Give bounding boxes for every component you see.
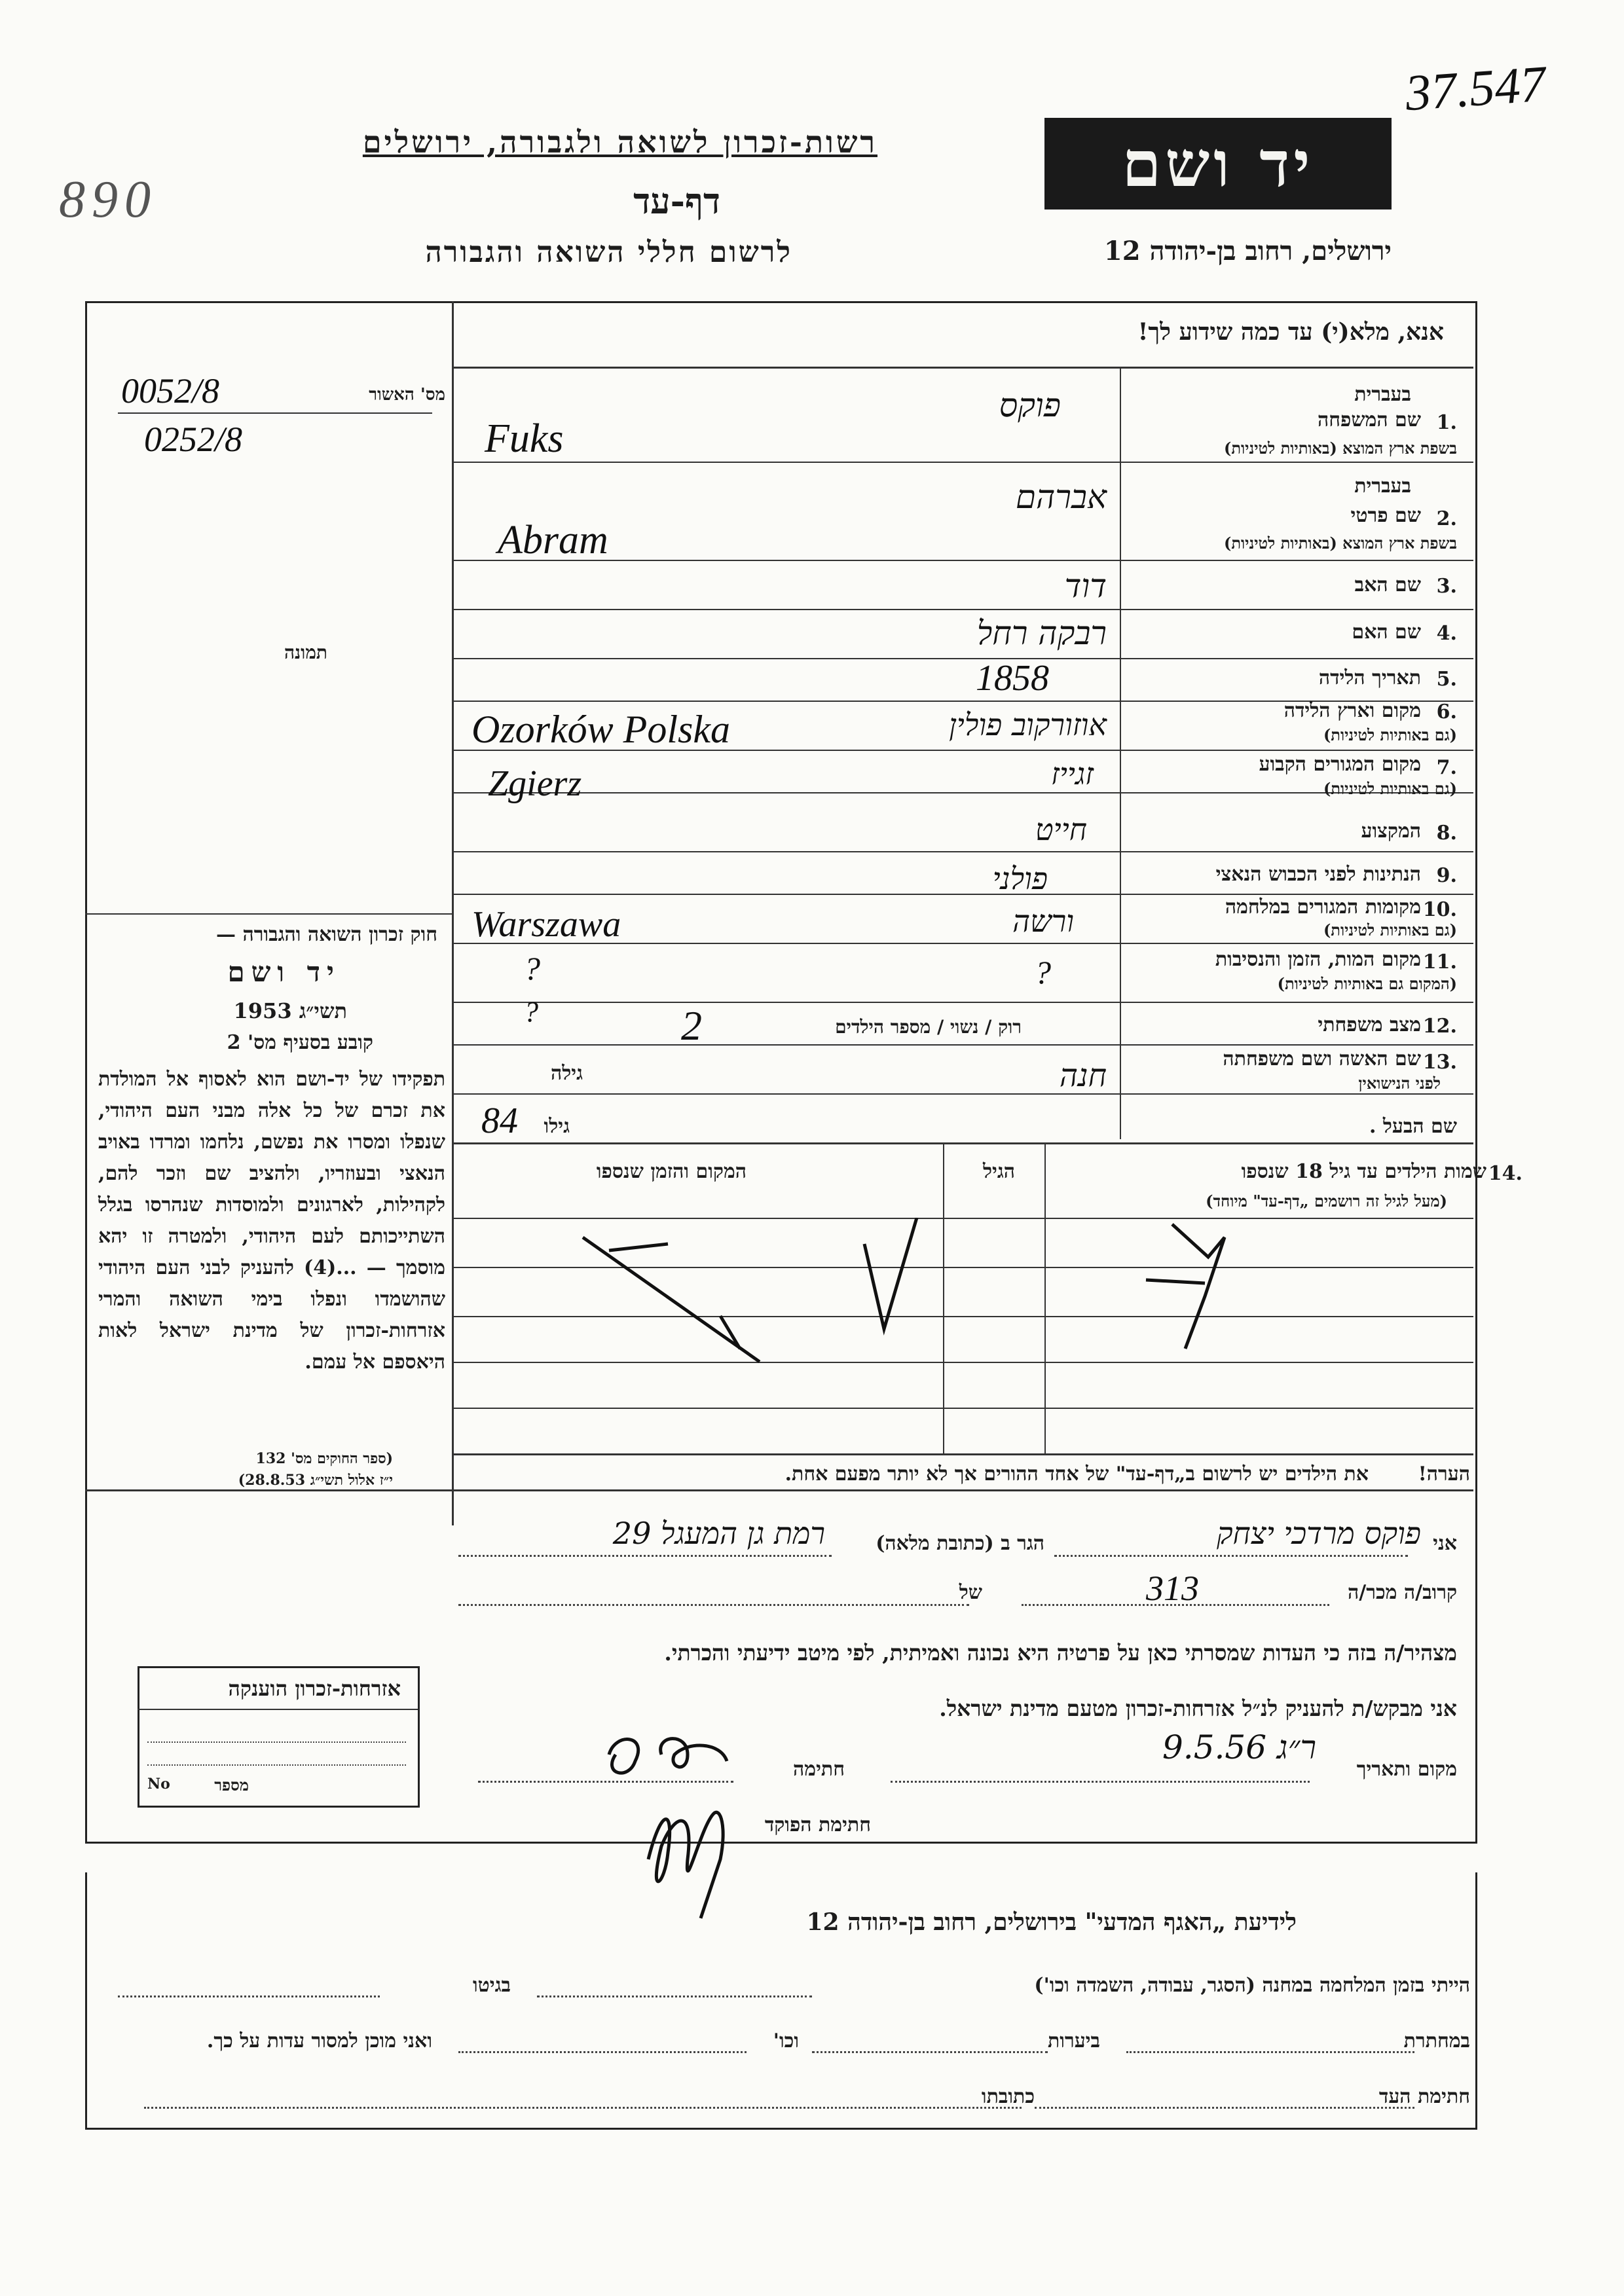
footer-frame xyxy=(85,1872,1477,2130)
field-9-num: 9. xyxy=(1436,864,1457,887)
row-divider xyxy=(452,658,1473,659)
children-sub: (מעל לגיל זה רושמים „דף-עד" מיוחד) xyxy=(1206,1192,1447,1211)
footer-underground: במחתרת xyxy=(1403,2030,1470,2052)
photo-label: תמונה xyxy=(284,642,327,663)
place-date-label: מקום ותאריך xyxy=(1356,1758,1457,1781)
declarant-address-label: הגר ב (כתובת מלאה) xyxy=(876,1532,1044,1555)
row-divider xyxy=(452,792,1473,793)
law-title: חוק זכרון השואה והגבורה — xyxy=(216,923,437,946)
footer-camp-line: הייתי בזמן המלחמה במחנה (הסגר, עבודה, השמדה וכו') xyxy=(1034,1974,1470,1997)
strike-mark-place xyxy=(583,1237,760,1362)
form-subtitle: לרשום חללי השואה והגבורה xyxy=(425,236,792,269)
husband-age-value[interactable]: 84 xyxy=(481,1101,518,1141)
field-7-value-latin[interactable]: Zgierz xyxy=(488,763,582,804)
field-7-num: 7. xyxy=(1436,756,1457,779)
field-2-sub-latin: בשפת ארץ המוצא (באותיות לטיניות) xyxy=(1224,534,1457,553)
field-5-value[interactable]: 1858 xyxy=(976,658,1049,699)
field-6-label: מקום וארץ הלידה xyxy=(1283,699,1421,722)
field-4-num: 4. xyxy=(1436,622,1457,645)
officer-signature-label: חתימת הפוקד xyxy=(764,1813,871,1836)
declarant-ani: אני xyxy=(1433,1532,1457,1555)
field-8-num: 8. xyxy=(1436,822,1457,845)
field-6-value-he[interactable]: אוזורקוב פולין xyxy=(949,707,1107,742)
strike-mark-names xyxy=(1146,1224,1225,1349)
field-12-children-count[interactable]: 2 xyxy=(681,1002,702,1049)
declarant-relation-value[interactable]: 313 xyxy=(1146,1569,1199,1608)
citizenship-request: אני מבקש/ת להעניק לנ״ל אזרחות-זכרון מטעם מדינת ישראל. xyxy=(939,1696,1457,1721)
approval-value: 0052/8 xyxy=(121,371,220,410)
place-date-line xyxy=(891,1781,1310,1783)
field-7-value-he[interactable]: זגייז xyxy=(1051,756,1094,792)
citizenship-title: אזרחות-זכרון הוענקה xyxy=(228,1676,401,1701)
archive-number: 37.547 xyxy=(1403,54,1547,122)
field-7-label: מקום המגורים הקבוע xyxy=(1259,753,1421,776)
children-col-age: הגיל xyxy=(982,1160,1015,1183)
declarant-address-line xyxy=(458,1555,832,1557)
declarant-relation-label: קרוב/ה מכר/ה xyxy=(1348,1581,1457,1604)
declarant-name[interactable]: פוקס מרדכי יצחק xyxy=(1216,1516,1421,1551)
field-12-label: מצב משפחתי xyxy=(1318,1013,1421,1036)
field-3-num: 3. xyxy=(1436,575,1457,598)
field-2-num: 2. xyxy=(1436,507,1457,530)
row-divider xyxy=(452,894,1473,895)
form-title: דף-עד xyxy=(633,180,720,222)
field-6-num: 6. xyxy=(1436,701,1457,723)
yad-vashem-logo: יד ושם xyxy=(1044,118,1392,210)
field-2-value-he[interactable]: אברהם xyxy=(1015,478,1107,516)
footer-forests: ביערות xyxy=(1047,2030,1100,2052)
field-11-label: מקום המות, הזמן והנסיבות xyxy=(1215,948,1421,971)
declarant-name-line xyxy=(1054,1555,1408,1557)
label-column-divider xyxy=(1120,367,1121,1139)
org-line: רשות-זכרון לשואה ולגבורה, ירושלים xyxy=(362,124,877,160)
field-10-label: מקומות המגורים במלחמה xyxy=(1225,896,1421,919)
law-name: יד ושם xyxy=(227,956,341,988)
field-9-value-he[interactable]: פולני xyxy=(992,861,1048,896)
row-divider xyxy=(452,462,1473,463)
field-10-sub: (גם באותיות לטיניות) xyxy=(1323,920,1457,939)
approval-value-bottom: 0252/8 xyxy=(144,420,243,459)
field-13-value-he[interactable]: חנה xyxy=(1059,1057,1107,1094)
instruction: אנא, מלא(י) עד כמה שידוע לך! xyxy=(1137,318,1444,346)
field-10-num: 10. xyxy=(1422,898,1457,921)
citizenship-title-rule xyxy=(138,1709,418,1710)
field-1-sub-he: בעברית xyxy=(1354,383,1411,406)
field-1-value-latin[interactable]: Fuks xyxy=(485,416,564,461)
field-13-age-label: גילה xyxy=(550,1062,583,1085)
declaration-text: מצהיר/ה בזה כי העדות שמסרתי כאן על פרטיה היא נכונה ואמיתית, לפי מיטב ידיעתי והכרתי. xyxy=(664,1640,1457,1666)
law-body: תפקידו של יד-ושם הוא לאסוף אל המולדת את זכרם של כל אלה מבני העם היהודי, שנפלו ומסרו את נפשם, נלחמו ומרדו באויב הנאצי ובעוזריו, ולהציב שם וזכר להם, לקהילות, לארגונים ולמוסדות שנהרסו בגלל השתייכותם לעם היהודי, ולמטרה זו יהא מוסמך — ...(4) להעניק לבני העם היהודי שהושמדו ונפלו בימי השואה והמרי אזרחות-זכרון של מדינת ישראל לאות היאספם אל עמם. xyxy=(98,1068,445,1374)
law-years: תשי״ג 1953 xyxy=(233,998,347,1023)
children-title: שמות הילדים עד גיל 18 שנספו xyxy=(1241,1160,1486,1183)
field-5-label: תאריך הלידה xyxy=(1318,666,1421,689)
footer-address-label: כתובתו xyxy=(981,2085,1035,2108)
children-col-place: המקום והזמן שנספו xyxy=(596,1160,747,1183)
field-10-value-he[interactable]: ורשה xyxy=(1012,903,1074,939)
field-12-num: 12. xyxy=(1422,1015,1457,1038)
row-divider xyxy=(452,609,1473,610)
field-5-num: 5. xyxy=(1436,668,1457,691)
row-divider xyxy=(452,851,1473,852)
row-divider xyxy=(452,1093,1473,1095)
declarant-of-line xyxy=(458,1604,969,1606)
husband-label: שם הבעל . xyxy=(1369,1115,1457,1138)
stamp-serial: 890 xyxy=(59,171,157,228)
children-table-bottom xyxy=(452,1453,1473,1455)
declarant-of-label: של xyxy=(959,1581,982,1604)
field-1-sub-latin: בשפת ארץ המוצא (באותיות לטיניות) xyxy=(1224,439,1457,458)
law-clause: קובע בסעיף מס' 2 xyxy=(227,1031,373,1054)
note-label: הערה! xyxy=(1418,1463,1470,1485)
field-4-label: שם האם xyxy=(1352,621,1421,644)
note-bottom-divider xyxy=(85,1489,1473,1491)
field-1-label: שם המשפחה xyxy=(1317,409,1421,431)
children-strikeout-marks xyxy=(452,1218,1473,1453)
law-footnote-2: י״ז אלול תשי״ג 28.8.53) xyxy=(238,1472,393,1489)
field-11-num: 11. xyxy=(1422,951,1457,974)
signature-label: חתימה xyxy=(793,1758,845,1781)
citizenship-line xyxy=(147,1741,406,1743)
declarant-relation-line xyxy=(1022,1604,1329,1606)
field-2-sub-he: בעברית xyxy=(1354,475,1411,498)
citizenship-no-label: No xyxy=(147,1776,170,1793)
field-13-sub: לפני הנישואין xyxy=(1358,1074,1441,1093)
field-4-value-he[interactable]: רבקה רחל xyxy=(976,614,1107,652)
field-13-num: 13. xyxy=(1422,1051,1457,1074)
field-9-label: הנתינות לפני הכבוש הנאצי xyxy=(1215,863,1421,886)
row-divider xyxy=(452,1142,1473,1144)
place-date-value[interactable]: ר״ג 9.5.56 xyxy=(1162,1728,1316,1766)
footer-ghetto: בגיטו xyxy=(472,1974,511,1997)
children-num: 14. xyxy=(1488,1162,1522,1185)
instruction-divider xyxy=(452,367,1473,369)
field-1-value-he[interactable]: פוקס xyxy=(999,386,1061,424)
field-12-value-latin[interactable]: ? xyxy=(524,996,538,1028)
footer-willing: ואני מוכן למסור עדות על כך. xyxy=(206,2030,432,2052)
row-divider xyxy=(452,1044,1473,1046)
field-13-label: שם האשה ושם משפחתה xyxy=(1223,1048,1421,1070)
field-11-sub: (המקום גם באותיות לטיניות) xyxy=(1277,974,1457,993)
citizenship-line xyxy=(147,1764,406,1766)
field-3-label: שם האב xyxy=(1354,574,1421,596)
citizenship-number-label: מספר xyxy=(214,1776,249,1795)
law-footnote-1: (ספר החוקים מס' 132 xyxy=(255,1450,393,1467)
field-11-value-latin[interactable]: ? xyxy=(524,950,540,987)
approval-underline xyxy=(118,412,432,414)
field-12-options: רוק / נשוי / מספר הילדים xyxy=(835,1016,1022,1038)
field-7-sub: (גם באותיות לטיניות) xyxy=(1323,779,1457,798)
address: ירושלים, רחוב בן-יהודה 12 xyxy=(1103,236,1392,266)
footer-etc: וכו' xyxy=(773,2030,799,2052)
field-8-value-he[interactable]: חייט xyxy=(1035,812,1087,847)
strike-mark-age xyxy=(864,1218,917,1329)
row-divider xyxy=(452,1002,1473,1003)
field-8-label: המקצוע xyxy=(1361,820,1421,843)
declarant-address[interactable]: רמת גן המעגל 29 xyxy=(612,1516,825,1551)
husband-age-label: גילו xyxy=(544,1115,570,1138)
note-text: את הילדים יש לרשום ב„דף-עד" של אחד ההורים אך לא יותר מפעם אחת. xyxy=(784,1463,1369,1485)
field-1-num: 1. xyxy=(1436,411,1457,434)
field-2-label: שם פרטי xyxy=(1350,504,1421,527)
field-2-value-latin[interactable]: Abram xyxy=(498,518,608,562)
approval-label: מס' האשור xyxy=(369,385,445,405)
field-6-value-latin[interactable]: Ozorków Polska xyxy=(471,708,730,751)
field-10-value-latin[interactable]: Warszawa xyxy=(471,904,621,945)
field-3-value-he[interactable]: דוד xyxy=(1064,567,1107,605)
field-11-value-he[interactable]: ? xyxy=(1035,954,1051,991)
field-6-sub: (גם באותיות לטיניות) xyxy=(1323,725,1457,744)
law-box-top xyxy=(85,913,452,915)
footer-title: לידיעת „האגף המדעי" בירושלים, רחוב בן-יהודה 12 xyxy=(806,1908,1297,1936)
footer-witness-signature: חתימת העד xyxy=(1378,2085,1470,2108)
